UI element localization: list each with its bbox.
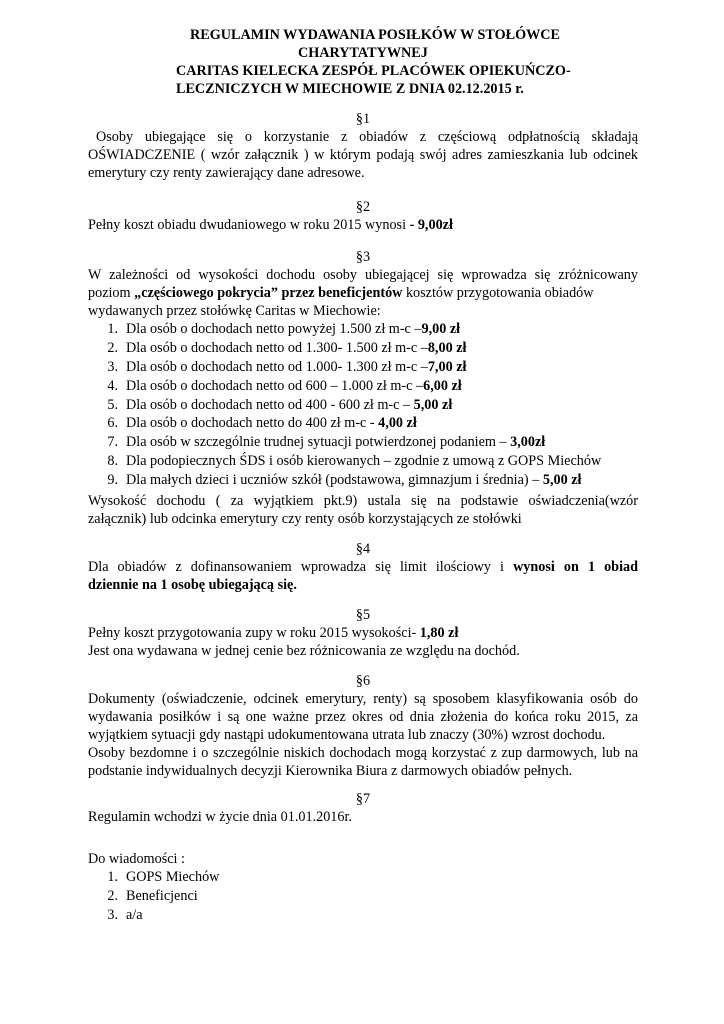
list-text [126, 396, 452, 415]
list-number: 1. [107, 869, 118, 885]
section-5-body [88, 624, 638, 660]
distribution-list [88, 850, 638, 925]
list-number: 2. [107, 339, 118, 356]
income-tier-item [88, 452, 638, 471]
list-text [126, 377, 462, 396]
distribution-items [88, 868, 638, 925]
distribution-item [88, 868, 638, 887]
tier-description: Dla osób o dochodach netto od 600 – 1.000 zł m-c – [126, 377, 424, 394]
paragraph-line: Wysokość dochodu ( za wyjątkiem pkt.9) ustala się na podstawie oświadczenia(wzór [88, 493, 638, 510]
section-6-body [88, 690, 638, 780]
list-number: 6. [107, 415, 118, 432]
list-text: GOPS Miechów [126, 869, 220, 885]
list-text [126, 452, 601, 471]
list-number: 7. [107, 434, 118, 451]
section-7-body: Regulamin wchodzi w życie dnia 01.01.2016r. [88, 809, 352, 825]
title-line: CARITAS KIELECKA ZESPÓŁ PLACÓWEK OPIEKUŃCZO- [176, 63, 571, 79]
list-number: 4. [107, 377, 118, 394]
income-tier-item [88, 414, 638, 433]
tier-description: Dla osób o dochodach netto powyżej 1.500 zł m-c – [126, 321, 422, 337]
section-4-body [88, 558, 638, 594]
paragraph-line: wydawanych przez stołówkę Caritas w Miechowie: [88, 303, 381, 319]
section-1-body [88, 128, 638, 182]
cost-amount: - 9,00zł [409, 217, 453, 233]
tier-description: Dla osób o dochodach netto do 400 zł m-c - [126, 415, 379, 432]
list-text [126, 433, 545, 452]
list-number: 2. [107, 887, 118, 904]
title-line: CHARYTATYWNEJ [298, 45, 428, 61]
text-span: Pełny koszt przygotowania zupy w roku 2015 wysokości- [88, 625, 420, 641]
tier-amount: 6,00 zł [423, 377, 462, 394]
list-text [126, 471, 581, 490]
paragraph-line [88, 576, 638, 594]
list-text: a/a [126, 906, 143, 923]
tier-description: Dla małych dzieci i uczniów szkół (podstawowa, gimnazjum i średnia) – [126, 472, 543, 489]
text-span: poziom [88, 285, 135, 301]
tier-description: Dla osób o dochodach netto od 400 - 600 zł m-c – [126, 396, 414, 413]
paragraph-line: emerytury czy renty zawierający dane adresowe. [88, 165, 365, 181]
list-number: 1. [107, 321, 118, 337]
section-heading-7: §7 [355, 791, 371, 807]
paragraph-line: podstanie indywidualnych decyzji Kierownika Biura z darmowych obiadów pełnych. [88, 763, 573, 779]
list-text [126, 339, 466, 358]
cost-text: Pełny koszt obiadu dwudaniowego w roku 2015 wynosi [88, 217, 410, 233]
income-tier-item [88, 339, 638, 358]
paragraph-line: wyjątkiem sytuacji gdy nastąpi udokumentowana utrata lub znaczy (30%) wzrost dochodu. [88, 727, 606, 743]
section-heading-3: §3 [355, 249, 371, 265]
paragraph-line [88, 558, 638, 576]
section-heading-6: §6 [355, 673, 371, 689]
tier-amount: 7,00 zł [427, 358, 467, 375]
title-line: LECZNICZYCH W MIECHOWIE Z DNIA 02.12.2015 r. [176, 81, 524, 97]
bold-text: wynosi on 1 obiad [513, 559, 638, 575]
income-tier-item [88, 377, 638, 396]
section-heading-1: §1 [355, 111, 371, 127]
paragraph-line: załącznik) lub odcinka emerytury czy renty osób korzystających ze stołówki [88, 511, 522, 528]
list-number: 3. [107, 906, 118, 923]
soup-amount: 1,80 zł [419, 625, 459, 641]
tier-amount: 9,00 zł [421, 321, 461, 337]
text-span: kosztów przygotowania obiadów [402, 285, 594, 301]
tier-amount: 3,00zł [510, 434, 546, 451]
title-line: REGULAMIN WYDAWANIA POSIŁKÓW W STOŁÓWCE [190, 27, 561, 43]
list-text [126, 320, 460, 339]
distribution-item [88, 887, 638, 906]
list-number: 8. [107, 453, 118, 470]
section-heading-4: §4 [355, 541, 371, 557]
paragraph-line [88, 284, 638, 302]
list-text [126, 414, 417, 433]
list-text: Beneficjenci [126, 887, 198, 904]
distribution-label: Do wiadomości : [88, 851, 185, 867]
income-tier-list [88, 320, 638, 490]
tier-description: Dla osób w szczególnie trudnej sytuacji potwierdzonej podaniem – [126, 434, 511, 451]
document-title [170, 26, 610, 98]
distribution-item [88, 906, 638, 925]
paragraph-line [88, 624, 638, 642]
list-number: 3. [107, 358, 118, 375]
tier-description: Dla osób o dochodach netto od 1.300- 1.500 zł m-c – [126, 339, 428, 356]
income-tier-item [88, 358, 638, 377]
paragraph-line: W zależności od wysokości dochodu osoby ubiegającej się wprowadza się zróżnicowany [88, 267, 638, 283]
income-tier-item [88, 471, 638, 490]
paragraph-line: Jest ona wydawana w jednej cenie bez różnicowania ze względu na dochód. [88, 643, 520, 659]
paragraph-line: wydawania posiłków i są one ważne przez okres od dnia złożenia do końca roku 2015, za [88, 709, 638, 725]
tier-amount: 8,00 zł [427, 339, 467, 356]
list-number: 5. [107, 396, 118, 413]
tier-description: Dla podopiecznych ŚDS i osób kierowanych – zgodnie z umową z GOPS Miechów [126, 453, 602, 470]
list-text [126, 358, 466, 377]
paragraph-line: OŚWIADCZENIE ( wzór załącznik ) w którym podają swój adres zamieszkania lub odcinek [88, 147, 638, 163]
paragraph-line: Dokumenty (oświadczenie, odcinek emerytury, renty) są sposobem klasyfikowania osób do [88, 691, 638, 707]
bold-text: „częściowego pokrycia” przez beneficjentów [134, 285, 403, 301]
bold-text: dziennie na 1 osobę ubiegającą się. [88, 577, 297, 593]
income-tier-item [88, 396, 638, 415]
section-heading-5: §5 [355, 607, 371, 623]
tier-description: Dla osób o dochodach netto od 1.000- 1.300 zł m-c – [126, 358, 428, 375]
income-tier-item [88, 433, 638, 452]
tier-amount: 4,00 zł [378, 415, 417, 432]
income-tier-item [88, 320, 638, 339]
section-2-body [88, 216, 638, 234]
list-number: 9. [107, 472, 118, 489]
section-3-body [88, 266, 638, 528]
section-heading-2: §2 [355, 199, 371, 215]
paragraph-line: Osoby bezdomne i o szczególnie niskich dochodach mogą korzystać z zup darmowych, lub na [88, 745, 638, 761]
tier-amount: 5,00 zł [413, 396, 453, 413]
tier-amount: 5,00 zł [542, 472, 582, 489]
paragraph-line: Osoby ubiegające się o korzystanie z obiadów z częściową odpłatnością składają [96, 129, 638, 145]
text-span: Dla obiadów z dofinansowaniem wprowadza się limit ilościowy i [88, 559, 514, 575]
